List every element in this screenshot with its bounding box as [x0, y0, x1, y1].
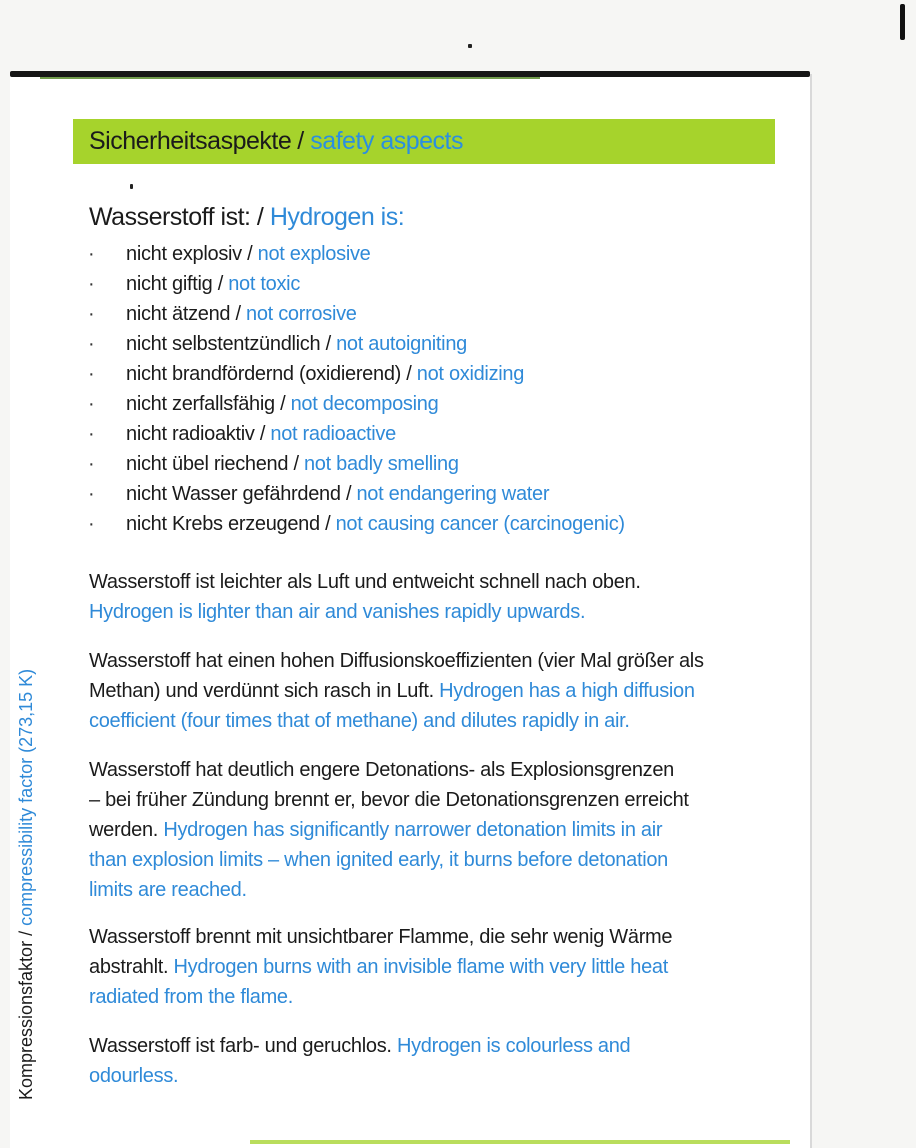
- intro-heading: [89, 203, 404, 232]
- bullet-dot: ·: [88, 362, 95, 385]
- paragraph-line: [89, 597, 789, 627]
- scan-artifact-mark: [900, 4, 905, 40]
- text-en: Hydrogen is colourless and: [396, 1035, 631, 1057]
- text-en: Hydrogen has a high diffusion: [439, 680, 695, 702]
- list-item-en: not explosive: [257, 242, 371, 265]
- text-de: Wasserstoff ist leichter als Luft und entweicht schnell nach oben.: [89, 571, 641, 593]
- paragraph: [89, 755, 789, 905]
- list-item-de: nicht selbstentzündlich /: [126, 332, 337, 355]
- list-item: [84, 480, 625, 510]
- list-item: [84, 450, 625, 480]
- bullet-dot: ·: [88, 272, 95, 295]
- text-en: radiated from the flame.: [89, 986, 294, 1008]
- paragraph-line: [89, 567, 789, 597]
- text-de: Wasserstoff brennt mit unsichtbarer Flamme, die sehr wenig Wärme: [89, 926, 673, 948]
- paragraph-line: [89, 815, 789, 845]
- list-item: [84, 269, 625, 299]
- paragraph-line: [89, 1061, 789, 1091]
- list-item-en: not endangering water: [356, 483, 550, 506]
- header-separator: /: [297, 127, 305, 155]
- text-en: coefficient (four times that of methane) and dilutes rapidly in air.: [89, 710, 630, 732]
- list-item-de: nicht radioaktiv /: [126, 423, 271, 446]
- list-item-de: nicht brandfördernd (oxidierend) /: [126, 362, 417, 385]
- paragraph-line: [89, 952, 789, 982]
- paragraph-line: [89, 676, 789, 706]
- list-item-en: not toxic: [228, 272, 301, 295]
- scan-speck: [468, 44, 472, 48]
- bullet-dot: ·: [88, 242, 95, 265]
- list-item-de: nicht explosiv /: [126, 242, 258, 265]
- list-item-en: not decomposing: [290, 393, 439, 416]
- section-header: [73, 119, 775, 164]
- list-item-de: nicht zerfallsfähig /: [126, 393, 291, 416]
- list-item-en: not autoigniting: [336, 332, 467, 355]
- text-en: limits are reached.: [89, 879, 247, 901]
- text-en: odourless.: [89, 1065, 179, 1087]
- paragraph-line: [89, 1031, 789, 1061]
- property-list: [84, 239, 625, 540]
- paragraph-line: [89, 785, 789, 815]
- bullet-dot: ·: [88, 302, 95, 325]
- list-item-de: nicht ätzend /: [126, 302, 247, 325]
- paragraph: [89, 1031, 789, 1091]
- list-item-de: nicht Krebs erzeugend /: [126, 513, 336, 536]
- paragraph-line: [89, 845, 789, 875]
- scan-speck: [130, 184, 133, 189]
- list-item-de: nicht übel riechend /: [126, 453, 304, 476]
- list-item-en: not badly smelling: [303, 453, 459, 476]
- bottom-strip: [250, 1140, 790, 1144]
- bullet-dot: ·: [88, 332, 95, 355]
- intro-en: Hydrogen is:: [269, 203, 405, 231]
- bullet-dot: ·: [88, 483, 95, 506]
- list-item-en: not causing cancer (carcinogenic): [335, 513, 625, 536]
- list-item: [84, 420, 625, 450]
- paragraph-line: [89, 875, 789, 905]
- header-title-en: safety aspects: [310, 127, 463, 155]
- paragraph: [89, 567, 789, 627]
- paragraph-line: [89, 755, 789, 785]
- paragraph-line: [89, 646, 789, 676]
- text-en: Hydrogen is lighter than air and vanishes rapidly upwards.: [89, 601, 586, 623]
- list-item-de: nicht Wasser gefährdend /: [126, 483, 357, 506]
- text-de: Methan) und verdünnt sich rasch in Luft.: [89, 680, 440, 702]
- text-de: Wasserstoff ist farb- und geruchlos.: [89, 1035, 397, 1057]
- text-de: Wasserstoff hat einen hohen Diffusionskoeffizienten (vier Mal größer als: [89, 650, 704, 672]
- side-caption-de: Kompressionsfaktor /: [16, 925, 36, 1100]
- list-item-de: nicht giftig /: [126, 272, 229, 295]
- bullet-dot: ·: [88, 453, 95, 476]
- text-en: Hydrogen burns with an invisible flame with very little heat: [173, 956, 668, 978]
- side-caption-en: compressibility factor (273,15 K): [16, 668, 36, 926]
- text-de: abstrahlt.: [89, 956, 174, 978]
- list-item-en: not oxidizing: [416, 362, 525, 385]
- side-caption: [16, 669, 37, 1100]
- list-item: [84, 389, 625, 419]
- list-item: [84, 329, 625, 359]
- bullet-dot: ·: [88, 393, 95, 416]
- header-title-de: Sicherheitsaspekte: [89, 127, 292, 155]
- paragraph-line: [89, 922, 789, 952]
- text-en: than explosion limits – when ignited early, it burns before detonation: [89, 849, 668, 871]
- text-de: Wasserstoff hat deutlich engere Detonations- als Explosionsgrenzen: [89, 759, 674, 781]
- text-en: Hydrogen has significantly narrower detonation limits in air: [163, 819, 663, 841]
- text-de: – bei früher Zündung brennt er, bevor die Detonationsgrenzen erreicht: [89, 789, 689, 811]
- list-item: [84, 299, 625, 329]
- list-item-en: not radioactive: [270, 423, 396, 446]
- list-item: [84, 510, 625, 540]
- list-item: [84, 239, 625, 269]
- list-item: [84, 359, 625, 389]
- intro-de: Wasserstoff ist: /: [89, 203, 270, 231]
- list-item-en: not corrosive: [246, 302, 357, 325]
- paragraph-line: [89, 982, 789, 1012]
- paragraph: [89, 922, 789, 1012]
- top-rule-accent: [40, 77, 540, 79]
- bullet-dot: ·: [88, 423, 95, 446]
- paragraph-line: [89, 706, 789, 736]
- paragraph: [89, 646, 789, 736]
- text-de: werden.: [89, 819, 164, 841]
- bullet-dot: ·: [88, 513, 95, 536]
